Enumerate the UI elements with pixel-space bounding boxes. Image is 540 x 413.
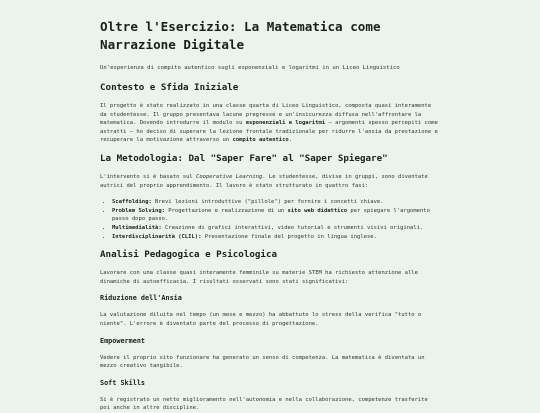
- analysis-heading: Analisi Pedagogica e Psicologica: [100, 249, 278, 261]
- list-item-label: Problem Solving:: [112, 207, 165, 214]
- page-title: Oltre l'Esercizio: La Matematica come Narrazione Digitale: [100, 19, 381, 52]
- empowerment-paragraph: Vedere il proprio sito funzionare ha generato un senso di competenza. La matematica è diventata un mezzo creativo tangibile.: [100, 354, 425, 370]
- context-text-2: — argomenti spesso percepiti come astratti — ho deciso di superare la lezione frontale tradizionale per ridurre l'ansia da prestazione e recuperare la motivazione attraverso un: [100, 120, 438, 144]
- list-item-label: Scaffolding:: [112, 199, 152, 206]
- anxiety-heading: Riduzione dell'Ansia: [100, 294, 182, 303]
- method-list: [100, 198, 440, 241]
- anxiety-paragraph: La valutazione diluita nel tempo (un mese e mezzo) ha abbattuto lo stress della verifica "tutto o niente". L'errore è diventato parte del processo di progettazione.: [100, 312, 422, 327]
- list-item-label: Interdisciplinarità (CLIL):: [112, 233, 202, 240]
- list-item-text: Progettazione e realizzazione di un: [164, 207, 288, 214]
- list-item-text: Brevi lezioni introduttive ("pillole") per fornire i concetti chiave.: [151, 199, 384, 206]
- soft-skills-paragraph: Si è registrato un netto miglioramento nell'autonomia e nella collaborazione, competenze trasferite poi anche in altre discipline.: [100, 396, 428, 412]
- list-item-text: Presentazione finale del progetto in lingua inglese.: [201, 233, 377, 240]
- soft-skills-heading: Soft Skills: [100, 378, 146, 387]
- page-subtitle: Un'esperienza di compito autentico sugli esponenziali e logaritmi in un Liceo Linguistico: [100, 65, 400, 71]
- list-item-emphasis: sito web didattico: [287, 207, 348, 214]
- context-heading: Contesto e Sfida Iniziale: [100, 82, 239, 93]
- analysis-intro: Lavorare con una classe quasi interamente femminile su materie STEM ha richiesto attenzione alle dinamiche di autoefficacia. I risultati osservati sono stati significativi:: [100, 270, 418, 285]
- method-intro-emphasis: Cooperative Learning: [196, 173, 263, 180]
- list-item-text: Creazione di grafici interattivi, video tutorial e strumenti visivi originali.: [161, 224, 424, 231]
- list-item: [112, 224, 440, 233]
- context-text-3: .: [288, 137, 293, 144]
- method-intro-text-1: L'intervento si è basato sul: [100, 173, 197, 180]
- list-item-label: Multimedialità:: [112, 224, 162, 231]
- empowerment-heading: Empowerment: [100, 336, 146, 345]
- context-text-1: Il progetto è stato realizzato in una classe quarta di Liceo Linguistico, composta quasi interamente da studentesse. Il gruppo presentava lacune pregresse e un'insicurezza diffusa nell'affrontare la matematica. Dovendo introdurre il modulo su: [100, 103, 432, 127]
- list-item-text-2: per spiegare l'argomento passo dopo passo.: [112, 207, 430, 223]
- method-intro: [100, 173, 440, 190]
- list-item: [112, 207, 440, 224]
- method-heading: La Metodologia: Dal "Saper Fare" al "Saper Spiegare": [100, 152, 388, 164]
- context-emphasis-2: compito autentico: [232, 137, 289, 144]
- list-item: [112, 198, 440, 207]
- list-item: [112, 233, 440, 242]
- context-paragraph: [100, 102, 440, 145]
- context-emphasis-1: esponenziali e logaritmi: [245, 120, 326, 127]
- method-intro-text-2: . Le studentesse, divise in gruppi, sono diventate autrici del proprio apprendimento. Il lavoro è stato strutturato in quattro fasi:: [100, 173, 428, 189]
